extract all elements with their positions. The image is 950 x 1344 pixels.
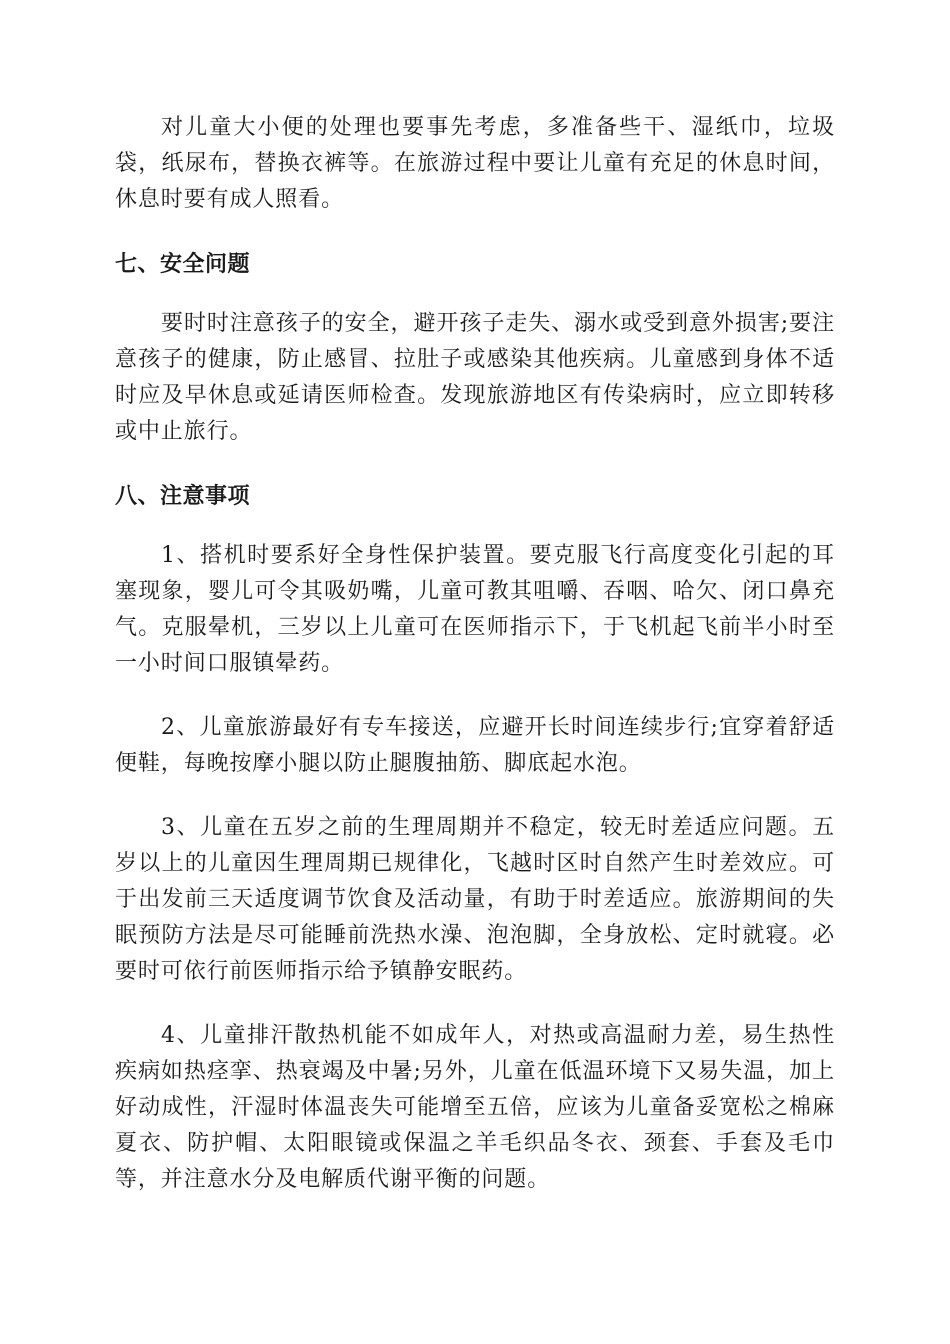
document-body <box>115 110 835 1198</box>
note-item-1: 1、搭机时要系好全身性保护装置。要克服飞行高度变化引起的耳塞现象，婴儿可令其吸奶嘴，儿童可教其咀嚼、吞咽、哈欠、闭口鼻充气。克服晕机，三岁以上儿童可在医师指示下，于飞机起飞前半小时至一小时间口服镇晕药。 <box>115 543 835 676</box>
section-heading-notes: 八、注意事项 <box>115 483 251 509</box>
note-item-3: 3、儿童在五岁之前的生理周期并不稳定，较无时差适应问题。五岁以上的儿童因生理周期已规律化，飞越时区时自然产生时差效应。可于出发前三天适度调节饮食及活动量，有助于时差适应。旅游期间的失眠预防方法是尽可能睡前洗热水澡、泡泡脚，全身放松、定时就寝。必要时可依行前医师指示给予镇静安眠药。 <box>115 815 835 984</box>
note-item-4: 4、儿童排汗散热机能不如成年人，对热或高温耐力差，易生热性疾病如热痉挛、热衰竭及中暑;另外，儿童在低温环境下又易失温，加上好动成性，汗湿时体温丧失可能增至五倍，应该为儿童备妥宽松之棉麻夏衣、防护帽、太阳眼镜或保温之羊毛织品冬衣、颈套、手套及毛巾等，并注意水分及电解质代谢平衡的问题。 <box>115 1023 835 1192</box>
intro-paragraph: 对儿童大小便的处理也要事先考虑，多准备些干、湿纸巾，垃圾袋，纸尿布，替换衣裤等。在旅游过程中要让儿童有充足的休息时间，休息时要有成人照看。 <box>115 115 835 212</box>
safety-paragraph: 要时时注意孩子的安全，避开孩子走失、溺水或受到意外损害;要注意孩子的健康，防止感冒、拉肚子或感染其他疾病。儿童感到身体不适时应及早休息或延请医师检查。发现旅游地区有传染病时，应立即转移或中止旅行。 <box>115 311 835 444</box>
section-heading-safety: 七、安全问题 <box>115 251 251 277</box>
note-item-2: 2、儿童旅游最好有专车接送，应避开长时间连续步行;宜穿着舒适便鞋，每晚按摩小腿以防止腿腹抽筋、脚底起水泡。 <box>115 715 835 776</box>
